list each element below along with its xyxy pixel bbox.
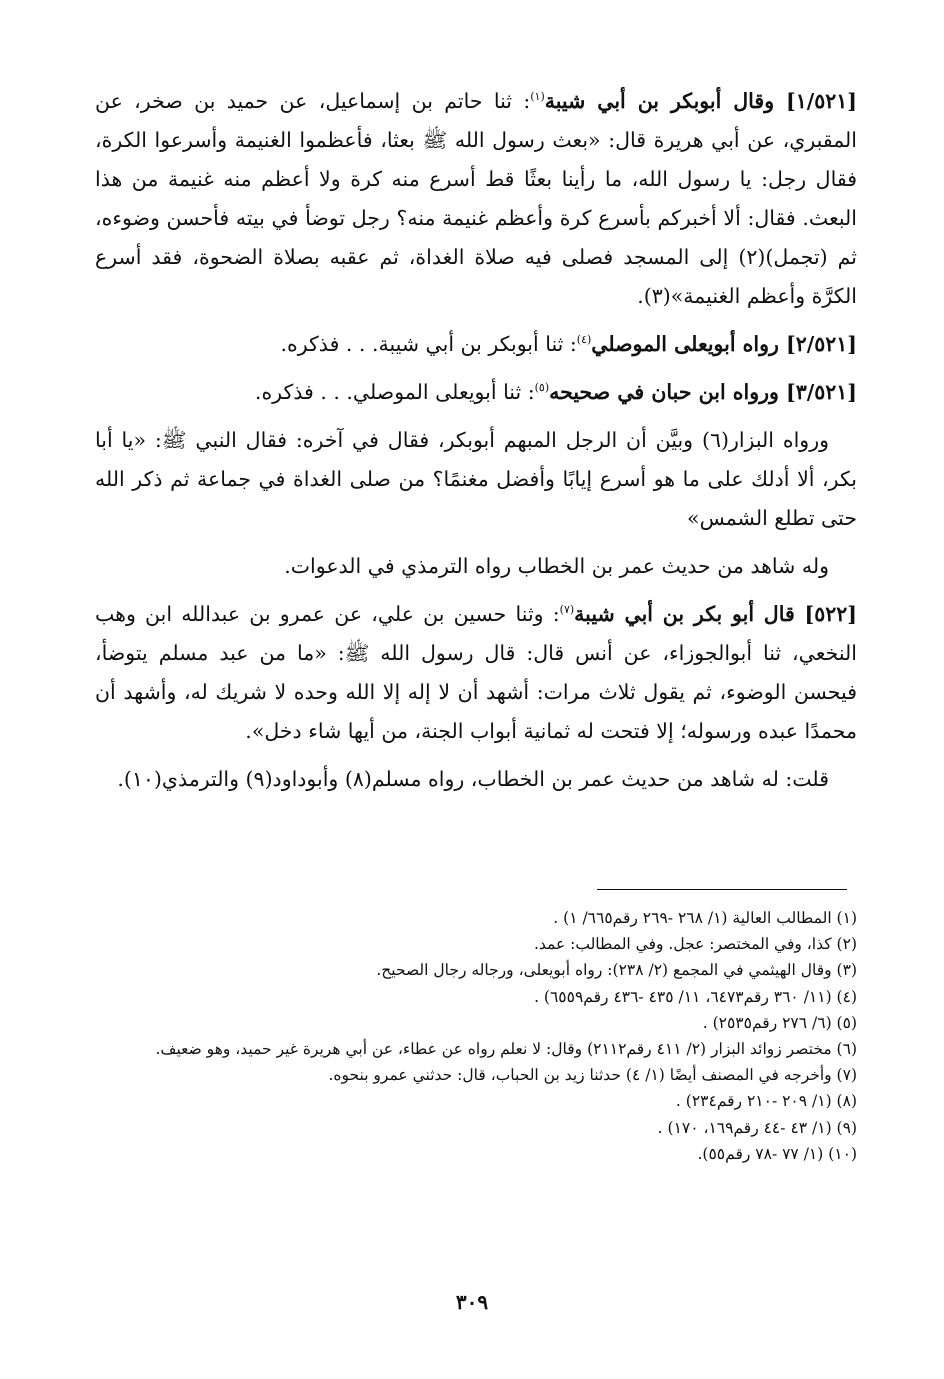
footnote-divider <box>597 889 847 890</box>
bazzar-paragraph: ورواه البزار(٦) وبيَّن أن الرجل المبهم أبوبكر، فقال في آخره: فقال النبي ﷺ: «يا أبا بكر، ألا أدلك على ما هو أسرع إيابًا وأفضل مغنمًا؟ من صلى الغداة في جماعة ثم ذكر الله حتى تطلع الشمس» <box>95 428 857 530</box>
footnote-4: (٤) (١١/ ٣٦٠ رقم٦٤٧٣، ١١/ ٤٣٥ -٤٣٦ رقم٦٥٥٩) . <box>534 987 857 1006</box>
footnote-marker: (٤) <box>576 333 592 347</box>
hadith-522 <box>95 595 857 751</box>
main-text <box>95 82 857 808</box>
comment-paragraph: قلت: له شاهد من حديث عمر بن الخطاب، رواه مسلم(٨) وأبوداود(٩) والترمذي(١٠). <box>117 767 829 791</box>
footnotes <box>95 905 857 1167</box>
hadith-521-2 <box>95 325 857 364</box>
footnote-2: (٢) كذا، وفي المختصر: عجل. وفي المطالب: عمد. <box>533 935 857 954</box>
hadith-text: : ثنا أبوبكر بن أبي شيبة. . . فذكره. <box>280 332 577 356</box>
footnote-5: (٥) (٦/ ٢٧٦ رقم٢٥٣٥) . <box>702 1013 857 1032</box>
witness-paragraph: وله شاهد من حديث عمر بن الخطاب رواه الترمذي في الدعوات. <box>284 554 829 578</box>
footnote-marker: (٥) <box>534 381 550 395</box>
footnote-7: (٧) وأخرجه في المصنف أيضًا (١/ ٤) حدثنا زيد بن الحباب، قال: حدثني عمرو بنحوه. <box>328 1066 857 1085</box>
hadith-ref: [٢/٥٢١] رواه أبويعلى الموصلي <box>591 332 857 356</box>
hadith-ref: [٣/٥٢١] ورواه ابن حبان في صحيحه <box>549 380 857 404</box>
hadith-text: : ثنا أبويعلى الموصلي. . . فذكره. <box>254 380 535 404</box>
footnote-3: (٣) وقال الهيثمي في المجمع (٢/ ٢٣٨): رواه أبويعلى، ورجاله رجال الصحيح. <box>376 961 857 980</box>
hadith-521-1 <box>95 82 857 316</box>
footnote-9: (٩) (١/ ٤٣ -٤٤ رقم١٦٩، ١٧٠) . <box>657 1118 857 1137</box>
footnote-6: (٦) مختصر زوائد البزار (٢/ ٤١١ رقم٢١١٢) وقال: لا نعلم رواه عن عطاء، عن أبي هريرة غير حميد، وهو ضعيف. <box>155 1040 857 1059</box>
hadith-text: : وثنا حسين بن علي، عن عمرو بن عبدالله ابن وهب النخعي، ثنا أبوالجوزاء، عن أنس قال: قال رسول الله ﷺ: «ما من عبد مسلم يتوضأ، فيحسن الوضوء، ثم يقول ثلاث مرات: أشهد أن لا إله إلا الله وحده لا شريك له، وأشهد أن محمدًا عبده ورسوله؛ إلا فتحت له ثمانية أبواب الجنة، من أيها شاء دخل». <box>95 602 857 743</box>
footnote-8: (٨) (١/ ٢٠٩ -٢١٠ رقم٢٣٤) . <box>675 1092 857 1111</box>
hadith-text: : ثنا حاتم بن إسماعيل، عن حميد بن صخر، عن المقبري، عن أبي هريرة قال: «بعث رسول الله ﷺ بعثا، فأعظموا الغنيمة وأسرعوا الكرة، فقال رجل: يا رسول الله، ما رأينا بعثًا قط أسرع منه كرة ولا أعظم منه غنيمة من هذا البعث. فقال: ألا أخبركم بأسرع كرة وأعظم غنيمة منه؟ رجل توضأ في بيته فأحسن وضوءه، ثم (تجمل)(٢) إلى المسجد فصلى فيه صلاة الغداة، ثم عقبه بصلاة الضحوة، فقد أسرع الكرَّة وأعظم الغنيمة»(٣). <box>95 89 857 308</box>
footnote-1: (١) المطالب العالية (١/ ٢٦٨ -٢٦٩ رقم٦٦٥/ ١) . <box>553 909 857 927</box>
hadith-ref: [١/٥٢١] وقال أبوبكر بن أبي شيبة <box>544 89 857 113</box>
footnote-marker: (١) <box>530 90 545 104</box>
hadith-521-3 <box>95 373 857 412</box>
hadith-ref: [٥٢٢] قال أبو بكر بن أبي شيبة <box>574 602 857 626</box>
page-number: ٣٠٩ <box>455 1290 489 1314</box>
footnote-marker: (٧) <box>559 603 575 617</box>
footnote-10: (١٠) (١/ ٧٧ -٧٨ رقم٥٥). <box>697 1144 857 1163</box>
